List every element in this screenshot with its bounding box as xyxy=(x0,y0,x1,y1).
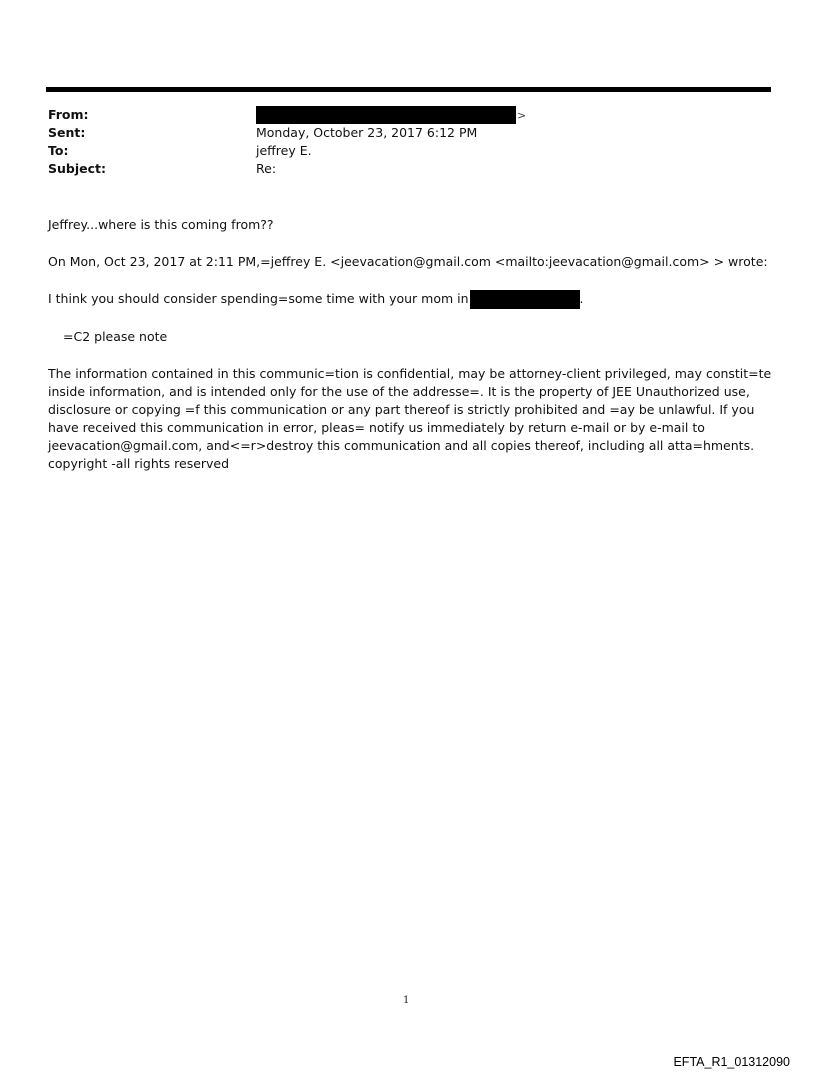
sent-row xyxy=(48,124,768,142)
reply-line: Jeffrey...where is this coming from?? xyxy=(48,217,274,232)
to-row xyxy=(48,142,768,160)
sent-value: Monday, October 23, 2017 6:12 PM xyxy=(256,125,478,140)
header-divider xyxy=(46,87,771,92)
quoted-message xyxy=(48,290,774,309)
to-label: To: xyxy=(48,143,69,158)
quote-header: On Mon, Oct 23, 2017 at 2:11 PM,=jeffrey E. <jeevacation@gmail.com <mailto:jeevacation@gmail.com> > wrote: xyxy=(48,254,768,269)
from-label: From: xyxy=(48,107,89,122)
note-line: =C2 please note xyxy=(63,329,168,344)
subject-value: Re: xyxy=(256,161,277,176)
from-value xyxy=(256,106,526,125)
confidentiality-disclaimer: The information contained in this communic=tion is confidential, may be attorney-client privileged, may constit=te inside information, and is intended only for the use of the addresse=. It is the property of JEE Unauthorized use, disclosure or copying =f this communication or any part thereof is strictly prohibited and =ay be unlawful. If you have received this communication in error, pleas= notify us immediately by return e-mail or by e-mail to jeevacation@gmail.com, and<=r>destroy this communication and all copies thereof, including all atta=hments. copyright -all rights reserved xyxy=(48,366,772,471)
email-body xyxy=(48,216,774,492)
redaction-block xyxy=(470,290,580,309)
subject-label: Subject: xyxy=(48,161,106,176)
bates-number: EFTA_R1_01312090 xyxy=(673,1055,790,1069)
from-row xyxy=(48,106,768,124)
email-header xyxy=(48,106,768,178)
redaction-block xyxy=(256,106,516,124)
to-value: jeffrey E. xyxy=(256,143,312,158)
quoted-message-end: . xyxy=(579,291,584,306)
from-trail: > xyxy=(517,109,527,122)
page-number: 1 xyxy=(403,995,410,1006)
sent-label: Sent: xyxy=(48,125,86,140)
quoted-message-text: I think you should consider spending=some time with your mom in xyxy=(48,291,469,306)
subject-row xyxy=(48,160,768,178)
